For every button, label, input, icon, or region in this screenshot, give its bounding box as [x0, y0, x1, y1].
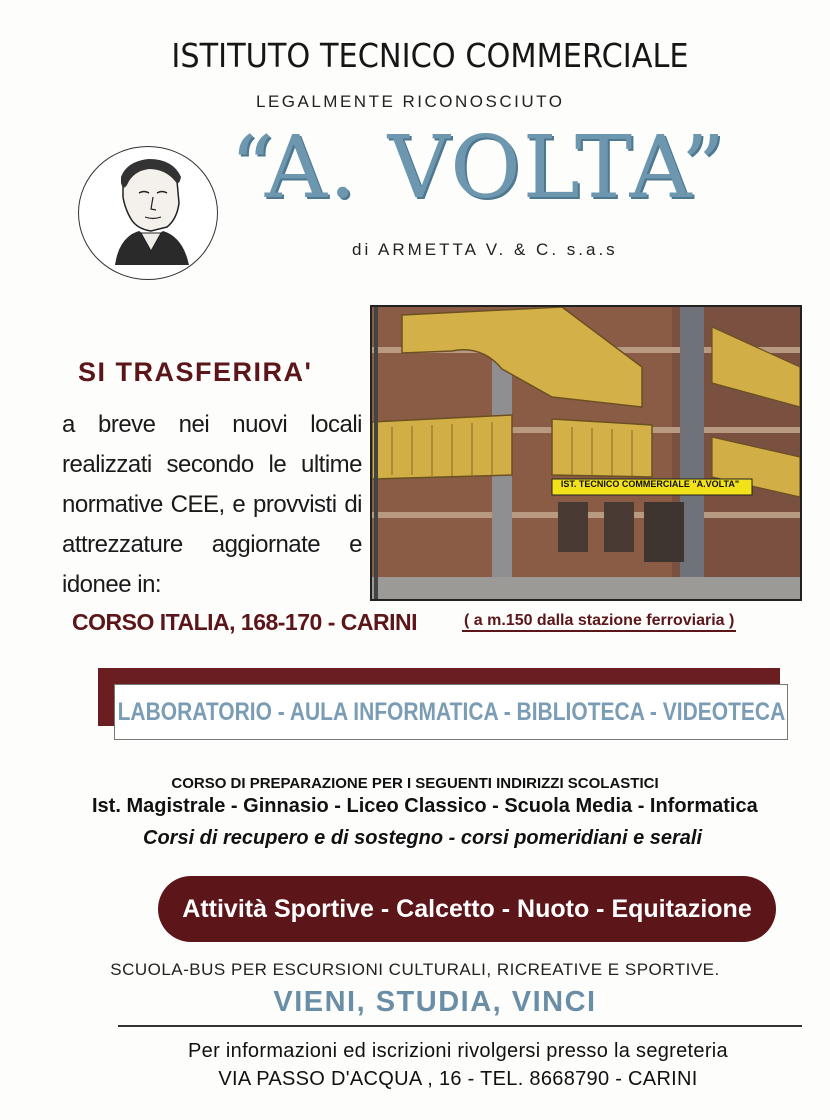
new-address: CORSO ITALIA, 168-170 - CARINI — [72, 609, 417, 635]
building-sign-text: IST. TECNICO COMMERCIALE "A.VOLTA" — [560, 479, 740, 489]
relocation-body: a breve nei nuovi locali realizzati secondo le ultime normative CEE, e provvisti di attrezzature aggiornate e idonee in: — [62, 411, 362, 598]
slogan: VIENI, STUDIA, VINCI — [273, 986, 597, 1018]
institute-title: ISTITUTO TECNICO COMMERCIALE — [171, 36, 689, 75]
contact-line: VIA PASSO D'ACQUA , 16 - TEL. 8668790 - CARINI — [218, 1068, 698, 1090]
owner-line: di ARMETTA V. & C. s.a.s — [352, 240, 618, 259]
school-brand-name: “A. VOLTA” — [230, 118, 727, 218]
info-line: Per informazioni ed iscrizioni rivolgersi presso la segreteria — [188, 1040, 728, 1062]
courses-extra: Corsi di recupero e di sostegno - corsi pomeridiani e serali — [143, 827, 703, 849]
portrait-icon — [78, 146, 218, 280]
facilities-banner — [114, 684, 788, 740]
facilities-text: LABORATORIO - AULA INFORMATICA - BIBLIOTECA - VIDEOTECA — [117, 697, 785, 726]
relocation-title: SI TRASFERIRA' — [78, 357, 313, 387]
divider — [118, 1025, 802, 1027]
sports-banner — [158, 876, 776, 942]
recognition-subtitle: LEGALMENTE RICONOSCIUTO — [256, 92, 565, 111]
courses-heading: CORSO DI PREPARAZIONE PER I SEGUENTI INDIRIZZI SCOLASTICI — [171, 775, 659, 792]
courses-list: Ist. Magistrale - Ginnasio - Liceo Classico - Scuola Media - Informatica — [92, 795, 758, 817]
address-note: ( a m.150 dalla stazione ferroviaria ) — [462, 612, 736, 632]
building-photo — [370, 305, 802, 601]
school-bus-line: SCUOLA-BUS PER ESCURSIONI CULTURALI, RICREATIVE E SPORTIVE. — [110, 960, 720, 979]
sports-text: Attività Sportive - Calcetto - Nuoto - Equitazione — [182, 894, 752, 923]
